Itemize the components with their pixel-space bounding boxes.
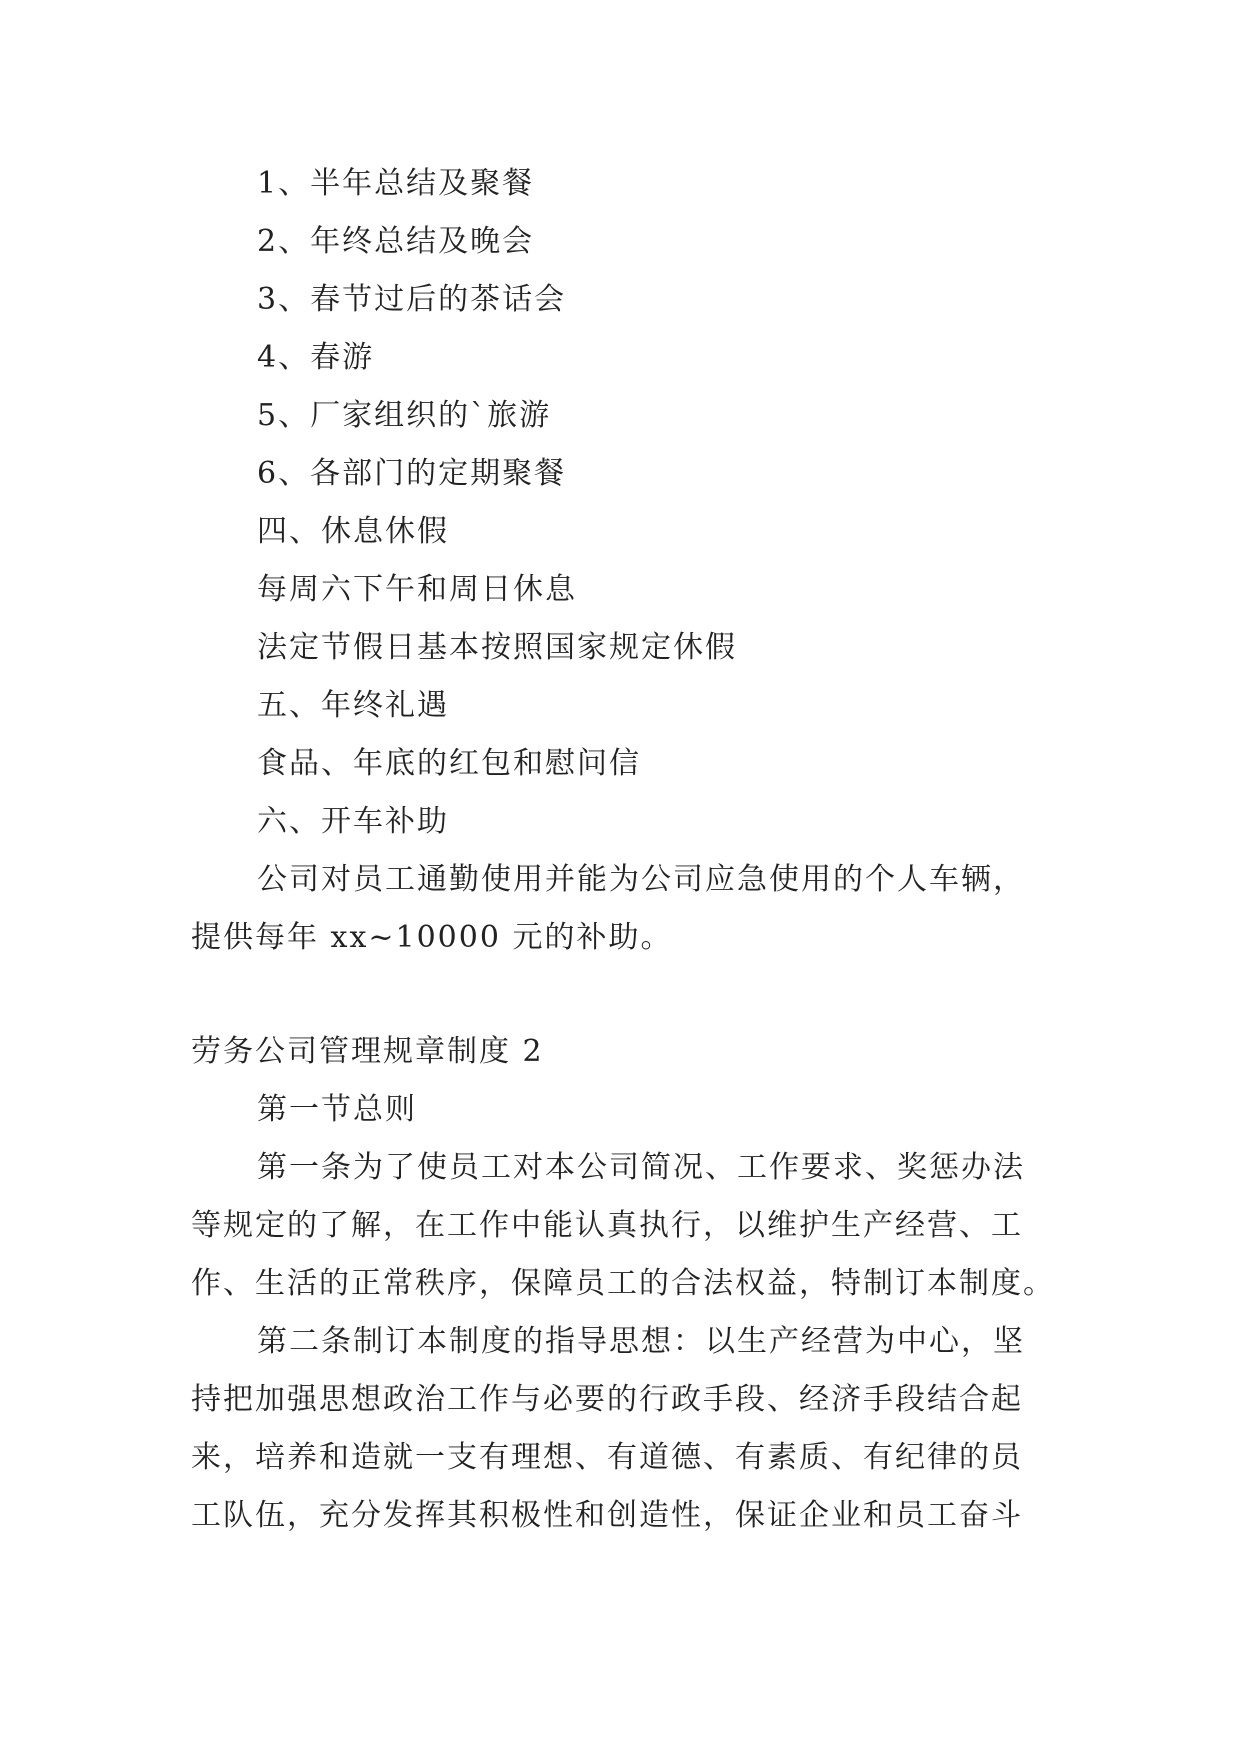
document-title: 劳务公司管理规章制度 2 (191, 1034, 544, 1069)
list-item: 5、厂家组织的`旅游 (257, 398, 552, 433)
list-item: 6、各部门的定期聚餐 (257, 456, 567, 491)
paragraph-line: 作、生活的正常秩序，保障员工的合法权益，特制订本制度。 (191, 1266, 1055, 1301)
list-item: 3、春节过后的茶话会 (257, 282, 567, 317)
list-item: 4、春游 (257, 340, 375, 375)
text-line: 法定节假日基本按照国家规定休假 (257, 630, 737, 665)
section-heading: 六、开车补助 (257, 804, 449, 839)
text-line: 每周六下午和周日休息 (257, 572, 577, 607)
paragraph-line: 公司对员工通勤使用并能为公司应急使用的个人车辆， (257, 862, 1025, 897)
paragraph-line: 提供每年 xx~10000 元的补助。 (191, 920, 673, 955)
paragraph-line: 等规定的了解，在工作中能认真执行，以维护生产经营、工 (191, 1208, 1023, 1243)
text-line: 食品、年底的红包和慰问信 (257, 746, 641, 781)
list-item: 2、年终总结及晚会 (257, 224, 535, 259)
paragraph-line: 工队伍，充分发挥其积极性和创造性，保证企业和员工奋斗 (191, 1498, 1023, 1533)
paragraph-line: 第一条为了使员工对本公司简况、工作要求、奖惩办法 (257, 1150, 1025, 1185)
paragraph-line: 持把加强思想政治工作与必要的行政手段、经济手段结合起 (191, 1382, 1023, 1417)
section-heading: 四、休息休假 (257, 514, 449, 549)
section-heading: 五、年终礼遇 (257, 688, 449, 723)
list-item: 1、半年总结及聚餐 (257, 166, 535, 201)
paragraph-line: 第二条制订本制度的指导思想：以生产经营为中心，坚 (257, 1324, 1025, 1359)
chapter-heading: 第一节总则 (257, 1092, 417, 1127)
paragraph-line: 来，培养和造就一支有理想、有道德、有素质、有纪律的员 (191, 1440, 1023, 1475)
